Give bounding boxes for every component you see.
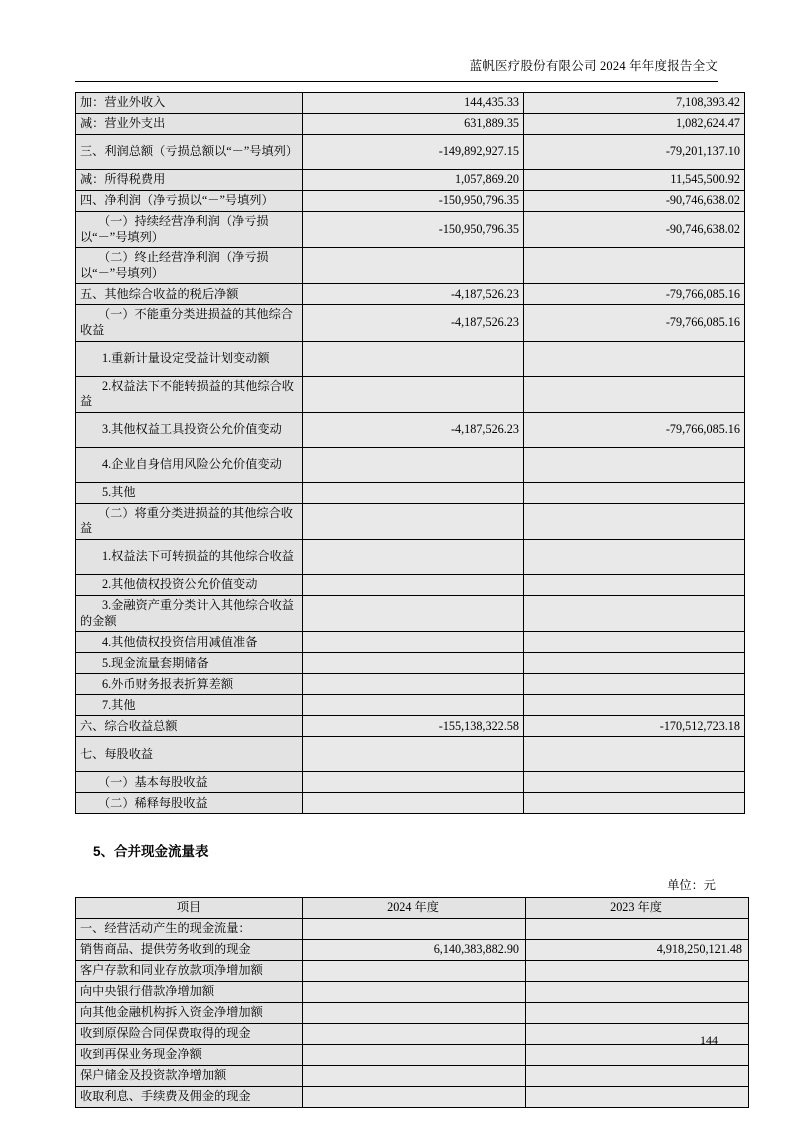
page-number: 144 [700, 1033, 718, 1047]
table-row [76, 772, 745, 793]
row-label: 七、每股收益 [76, 737, 303, 772]
row-value-2023 [524, 632, 745, 653]
table-row [76, 191, 745, 212]
table-row [76, 961, 749, 982]
row-label: 1.重新计量设定受益计划变动额 [76, 341, 303, 376]
table-row [76, 305, 745, 341]
row-label: 7.其他 [76, 695, 303, 716]
table-row [76, 412, 745, 447]
row-value-2023 [524, 503, 745, 539]
row-label: （二）将重分类进损益的其他综合收益 [76, 503, 303, 539]
row-value-2024 [303, 341, 524, 376]
row-value-2023: -170,512,723.18 [524, 716, 745, 737]
row-value-2024: -150,950,796.35 [303, 212, 524, 248]
row-value-2024 [303, 575, 524, 596]
row-value-2024 [303, 961, 526, 982]
row-value-2023 [526, 982, 749, 1003]
row-value-2024 [303, 793, 524, 814]
row-label: 向其他金融机构拆入资金净增加额 [76, 1003, 303, 1024]
row-label: 4.企业自身信用风险公允价值变动 [76, 447, 303, 482]
table-row [76, 114, 745, 135]
row-value-2024: 144,435.33 [303, 93, 524, 114]
row-value-2024: -4,187,526.23 [303, 305, 524, 341]
row-label: （二）终止经营净利润（净亏损以“－”号填列） [76, 248, 303, 284]
table-row [76, 737, 745, 772]
row-label: 5.现金流量套期储备 [76, 653, 303, 674]
page-content [75, 92, 742, 1108]
row-value-2024: 631,889.35 [303, 114, 524, 135]
row-label: 一、经营活动产生的现金流量： [76, 919, 303, 940]
header-divider [75, 81, 718, 82]
row-value-2024 [303, 653, 524, 674]
row-value-2023 [526, 1087, 749, 1108]
row-value-2023 [524, 674, 745, 695]
row-label: 2.权益法下不能转损益的其他综合收益 [76, 376, 303, 412]
row-value-2024 [303, 540, 524, 575]
row-label: 六、综合收益总额 [76, 716, 303, 737]
row-value-2024 [303, 596, 524, 632]
row-value-2024: -155,138,322.58 [303, 716, 524, 737]
section-title: 5、合并现金流量表 [93, 844, 209, 860]
table-row [76, 653, 745, 674]
row-value-2024: -150,950,796.35 [303, 191, 524, 212]
row-label: 三、利润总额（亏损总额以“－”号填列） [76, 135, 303, 170]
row-label: （一）基本每股收益 [76, 772, 303, 793]
row-value-2023 [524, 772, 745, 793]
table-row [76, 248, 745, 284]
row-value-2023 [524, 447, 745, 482]
row-label: 6.外币财务报表折算差额 [76, 674, 303, 695]
row-label: 收到再保业务现金净额 [76, 1045, 303, 1066]
income-statement-table [75, 92, 745, 814]
table-row [76, 135, 745, 170]
row-value-2024 [303, 248, 524, 284]
row-value-2023 [524, 341, 745, 376]
table-row [76, 982, 749, 1003]
row-value-2023 [526, 1003, 749, 1024]
table-row [76, 540, 745, 575]
row-label: 2.其他债权投资公允价值变动 [76, 575, 303, 596]
row-value-2023: 1,082,624.47 [524, 114, 745, 135]
table-row [76, 716, 745, 737]
row-value-2023 [524, 376, 745, 412]
row-value-2023: -79,766,085.16 [524, 284, 745, 305]
row-label: 1.权益法下可转损益的其他综合收益 [76, 540, 303, 575]
row-value-2023 [524, 596, 745, 632]
table-row [76, 596, 745, 632]
table-row [76, 632, 745, 653]
row-label: 4.其他债权投资信用减值准备 [76, 632, 303, 653]
row-label: 减：营业外支出 [76, 114, 303, 135]
table-row [76, 212, 745, 248]
row-value-2024 [303, 737, 524, 772]
row-value-2023 [526, 1066, 749, 1087]
row-label: 5.其他 [76, 482, 303, 503]
row-value-2024 [303, 695, 524, 716]
row-value-2024: -4,187,526.23 [303, 412, 524, 447]
row-value-2023: -90,746,638.02 [524, 191, 745, 212]
row-value-2023: -90,746,638.02 [524, 212, 745, 248]
table-row [76, 1003, 749, 1024]
cash-flow-body [76, 898, 749, 1108]
row-value-2023: 11,545,500.92 [524, 170, 745, 191]
row-value-2023 [526, 961, 749, 982]
row-value-2023 [524, 695, 745, 716]
row-value-2023 [524, 540, 745, 575]
row-value-2023 [524, 793, 745, 814]
row-value-2023: -79,766,085.16 [524, 305, 745, 341]
table-row [76, 575, 745, 596]
table-row [76, 940, 749, 961]
row-value-2024 [303, 376, 524, 412]
table-row [76, 341, 745, 376]
row-label: 收到原保险合同保费取得的现金 [76, 1024, 303, 1045]
page-header: 蓝帆医疗股份有限公司 2024 年年度报告全文 [469, 59, 718, 73]
row-label: 客户存款和同业存放款项净增加额 [76, 961, 303, 982]
row-value-2024 [303, 1087, 526, 1108]
row-value-2023: -79,201,137.10 [524, 135, 745, 170]
row-value-2024 [303, 982, 526, 1003]
table-row [76, 793, 745, 814]
unit-label: 单位：元 [667, 878, 716, 893]
row-value-2024 [303, 447, 524, 482]
row-value-2024: 1,057,869.20 [303, 170, 524, 191]
row-value-2023: 4,918,250,121.48 [526, 940, 749, 961]
row-value-2023 [524, 575, 745, 596]
row-label: 收取利息、手续费及佣金的现金 [76, 1087, 303, 1108]
table-row [76, 284, 745, 305]
table-row [76, 1066, 749, 1087]
table-row [76, 376, 745, 412]
table-row [76, 447, 745, 482]
table-row [76, 674, 745, 695]
row-value-2023: -79,766,085.16 [524, 412, 745, 447]
table-row [76, 919, 749, 940]
row-value-2024 [303, 674, 524, 695]
row-label: （一）持续经营净利润（净亏损以“－”号填列） [76, 212, 303, 248]
row-label: 向中央银行借款净增加额 [76, 982, 303, 1003]
row-label: （一）不能重分类进损益的其他综合收益 [76, 305, 303, 341]
row-label: 保户储金及投资款净增加额 [76, 1066, 303, 1087]
row-value-2024: -4,187,526.23 [303, 284, 524, 305]
column-header-2024: 2024 年度 [303, 898, 526, 919]
row-label: 销售商品、提供劳务收到的现金 [76, 940, 303, 961]
row-value-2024: 6,140,383,882.90 [303, 940, 526, 961]
row-label: 五、其他综合收益的税后净额 [76, 284, 303, 305]
table-row [76, 482, 745, 503]
table-header-row [76, 898, 749, 919]
income-statement-body [76, 93, 745, 814]
row-value-2023 [524, 737, 745, 772]
row-label: 3.其他权益工具投资公允价值变动 [76, 412, 303, 447]
table-row [76, 1087, 749, 1108]
table-row [76, 503, 745, 539]
row-value-2024 [303, 503, 524, 539]
row-value-2024: -149,892,927.15 [303, 135, 524, 170]
cash-flow-table [75, 897, 749, 1108]
row-label: 加：营业外收入 [76, 93, 303, 114]
row-value-2024 [303, 772, 524, 793]
row-label: 3.金融资产重分类计入其他综合收益的金额 [76, 596, 303, 632]
row-value-2024 [303, 1066, 526, 1087]
row-value-2023 [524, 482, 745, 503]
column-header-item: 项目 [76, 898, 303, 919]
row-label: 四、净利润（净亏损以“－”号填列） [76, 191, 303, 212]
row-value-2023 [524, 653, 745, 674]
row-value-2024 [303, 919, 526, 940]
row-value-2023: 7,108,393.42 [524, 93, 745, 114]
row-label: （二）稀释每股收益 [76, 793, 303, 814]
table-row [76, 695, 745, 716]
table-row [76, 93, 745, 114]
row-value-2023 [524, 248, 745, 284]
row-value-2023 [526, 919, 749, 940]
table-row [76, 170, 745, 191]
column-header-2023: 2023 年度 [526, 898, 749, 919]
row-value-2024 [303, 1003, 526, 1024]
row-value-2024 [303, 632, 524, 653]
row-value-2024 [303, 482, 524, 503]
row-label: 减：所得税费用 [76, 170, 303, 191]
